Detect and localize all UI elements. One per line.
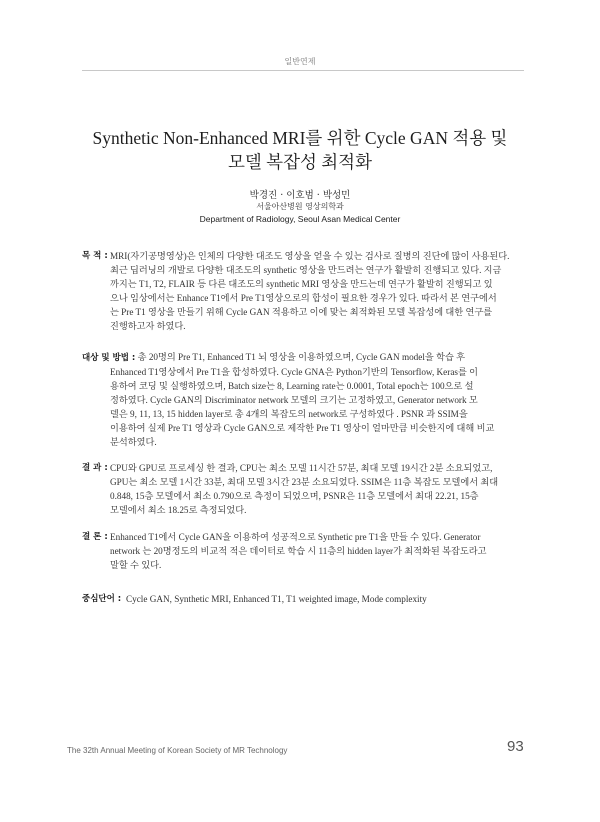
footer-journal: The 32th Annual Meeting of Korean Society of MR Technology <box>67 746 288 755</box>
author-list: 박경진 · 이호범 · 박성민 <box>249 190 351 201</box>
section-label: 중심단어 : <box>82 594 122 604</box>
section-body <box>110 249 526 333</box>
text-line: 이용하여 실제 Pre T1 영상과 Cycle GAN으로 제작한 Pre T1 영상이 얼마만큼 비슷한지에 대해 비교 <box>110 423 495 433</box>
header-rule <box>82 70 524 71</box>
page-number: 93 <box>507 738 524 755</box>
section-label: 목 적 : <box>82 251 108 261</box>
section-label: 결 론 : <box>82 532 108 542</box>
text-line-first: 총 20명의 Pre T1, Enhanced T1 뇌 영상을 이용하였으며, Cycle GAN model을 학습 후 <box>137 352 466 362</box>
section-body <box>110 530 526 572</box>
text-line: 진행하고자 하였다. <box>110 321 186 331</box>
title-line: 모델 복잡성 최적화 <box>228 152 372 172</box>
affiliation-english: Department of Radiology, Seoul Asan Medical Center <box>199 214 401 224</box>
text-line: GPU는 최소 모델 1시간 33분, 최대 모델 3시간 23분 소요되었다. SSIM은 11층 복잡도 모델에서 최대 <box>110 477 499 487</box>
text-line: 0.848, 15층 모델에서 최소 0.790으로 측정이 되었으며, PSNR은 11층 모델에서 최대 22.21, 15층 <box>110 491 479 501</box>
text-line: 최근 딥러닝의 개발로 다양한 대조도의 synthetic 영상을 만드려는 연구가 활발히 진행되고 있다. 지금 <box>110 265 502 275</box>
text-line: Enhanced T1에서 Cycle GAN을 이용하여 성공적으로 Synthetic pre T1을 만들 수 있다. Generator <box>110 532 481 542</box>
text-line: 는 Pre T1 영상을 만들기 위해 Cycle GAN 적용하고 이에 맞는 최적화된 모델 복잡성에 대한 연구를 <box>110 307 493 317</box>
section-tag: 일반연제 <box>284 57 316 66</box>
text-line: CPU와 GPU로 프로세싱 한 결과, CPU는 최소 모델 11시간 57분, 최대 모델 19시간 2분 소요되었고, <box>110 463 493 473</box>
keywords-text: Cycle GAN, Synthetic MRI, Enhanced T1, T1 weighted image, Mode complexity <box>126 594 427 604</box>
text-line: 으나 임상에서는 Enhance T1에서 Pre T1영상으로의 합성이 필요한 경우가 있다. 따라서 본 연구에서 <box>110 293 497 303</box>
title-line: Synthetic Non-Enhanced MRI를 위한 Cycle GAN 적용 및 <box>92 128 508 148</box>
text-line: MRI(자기공명영상)은 인체의 다양한 대조도 영상을 얻을 수 있는 검사로 질병의 진단에 많이 사용된다. <box>110 251 510 261</box>
affiliation-korean: 서울아산병원 영상의학과 <box>256 202 344 211</box>
text-line: 분석하였다. <box>110 437 157 447</box>
section-body <box>82 350 526 449</box>
section-body <box>110 461 526 517</box>
text-line: 정하였다. Cycle GAN의 Discriminator network 모델의 크기는 고정하였고, Generator network 모 <box>110 395 478 405</box>
paper-title <box>60 126 540 174</box>
section-label: 결 과 : <box>82 463 108 473</box>
text-line: 모델에서 최소 18.25로 측정되었다. <box>110 505 247 515</box>
section-conclusion <box>82 530 526 572</box>
text-line <box>82 350 526 365</box>
section-results <box>82 461 526 517</box>
text-line: Enhanced T1영상에서 Pre T1을 합성하였다. Cycle GNA은 Python기반의 Tensorflow, Keras를 이 <box>110 367 479 377</box>
text-line: 용하여 코딩 및 실행하였으며, Batch size는 8, Learning rate는 0.0001, Total epoch는 100으로 설 <box>110 381 474 391</box>
section-body <box>126 592 526 606</box>
text-line: 까지는 T1, T2, FLAIR 등 다른 대조도의 synthetic MRI 영상을 만드는데 연구가 활발히 진행되고 있 <box>110 279 493 289</box>
section-methods <box>82 350 526 449</box>
section-keywords <box>82 592 526 606</box>
section-label: 대상 및 방법 : <box>82 353 136 363</box>
text-line: 델은 9, 11, 13, 15 hidden layer로 총 4개의 복잡도의 network로 구성하였다 . PSNR 과 SSIM을 <box>110 409 468 419</box>
section-purpose <box>82 249 526 333</box>
text-line: network 는 20명정도의 비교적 적은 데이터로 학습 시 11층의 hidden layer가 최적화된 복잡도라고 <box>110 546 487 556</box>
text-line: 말할 수 있다. <box>110 560 162 570</box>
